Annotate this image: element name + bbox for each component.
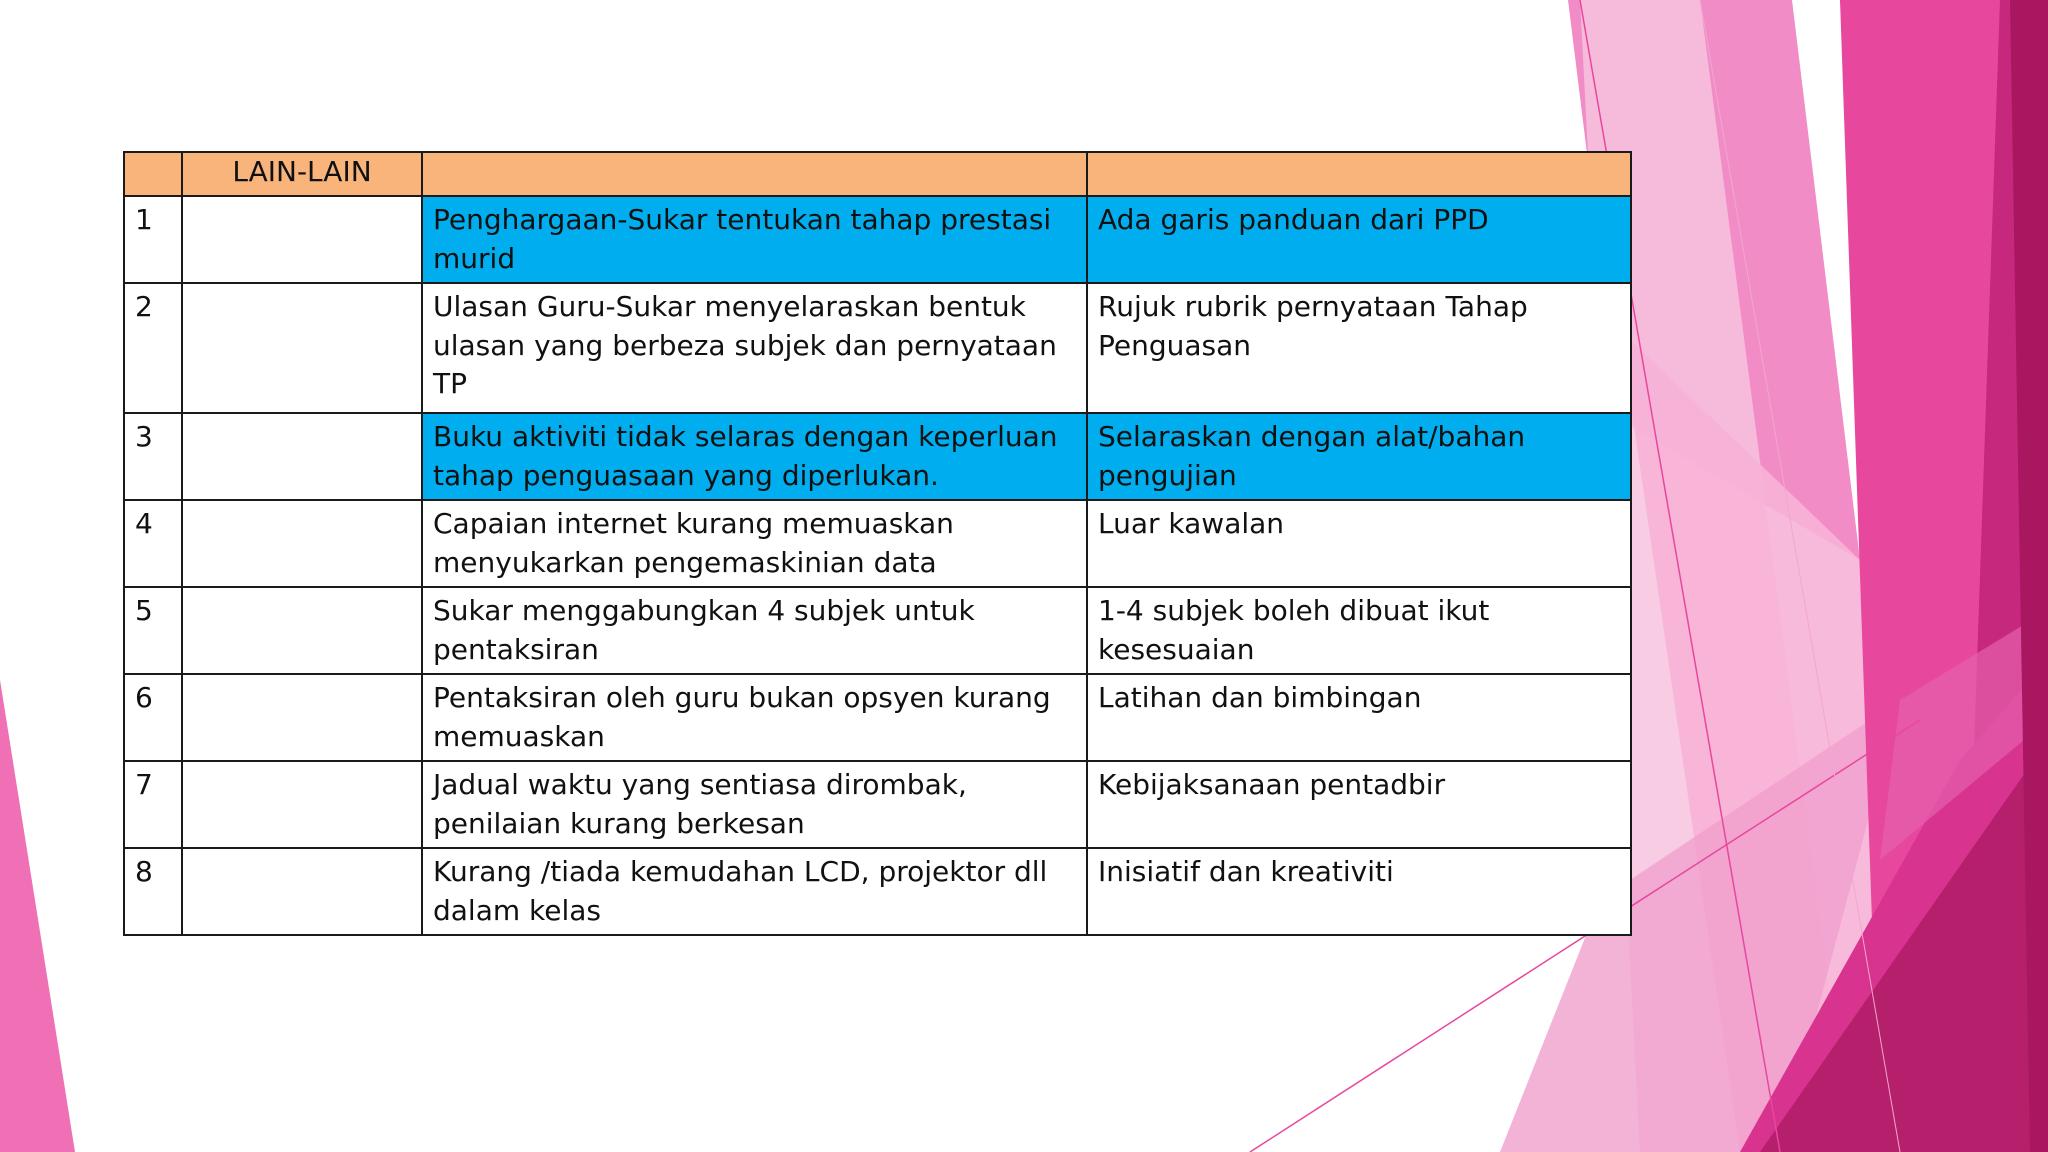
row-number-cell: 7 (124, 761, 182, 848)
header-issue-cell (422, 152, 1087, 196)
row-solution-cell: Ada garis panduan dari PPD (1087, 196, 1631, 283)
row-solution-cell: Latihan dan bimbingan (1087, 674, 1631, 761)
row-category-cell (182, 500, 422, 587)
table-row (124, 196, 1631, 283)
header-no-cell (124, 152, 182, 196)
row-category-cell (182, 674, 422, 761)
row-issue-cell: Capaian internet kurang memuaskan menyukarkan pengemaskinian data (422, 500, 1087, 587)
row-issue-cell: Sukar menggabungkan 4 subjek untuk pentaksiran (422, 587, 1087, 674)
table-header-row (124, 152, 1631, 196)
row-number-cell: 5 (124, 587, 182, 674)
row-issue-cell: Buku aktiviti tidak selaras dengan keperluan tahap penguasaan yang diperlukan. (422, 413, 1087, 500)
row-category-cell (182, 196, 422, 283)
row-category-cell (182, 413, 422, 500)
decor-facet (0, 680, 75, 1152)
header-solution-cell (1087, 152, 1631, 196)
row-issue-cell: Ulasan Guru-Sukar menyelaraskan bentuk ulasan yang berbeza subjek dan pernyataan TP (422, 283, 1087, 413)
table-row (124, 283, 1631, 413)
row-solution-cell: Kebijaksanaan pentadbir (1087, 761, 1631, 848)
row-issue-cell: Pentaksiran oleh guru bukan opsyen kurang memuaskan (422, 674, 1087, 761)
row-category-cell (182, 283, 422, 413)
row-issue-cell: Jadual waktu yang sentiasa dirombak, penilaian kurang berkesan (422, 761, 1087, 848)
row-solution-cell: 1-4 subjek boleh dibuat ikut kesesuaian (1087, 587, 1631, 674)
issues-table (123, 151, 1632, 936)
row-solution-cell: Selaraskan dengan alat/bahan pengujian (1087, 413, 1631, 500)
row-category-cell (182, 587, 422, 674)
header-category-cell: LAIN-LAIN (182, 152, 422, 196)
table-row (124, 761, 1631, 848)
row-number-cell: 2 (124, 283, 182, 413)
row-number-cell: 8 (124, 848, 182, 935)
table-row (124, 674, 1631, 761)
row-solution-cell: Luar kawalan (1087, 500, 1631, 587)
table-row (124, 587, 1631, 674)
row-solution-cell: Inisiatif dan kreativiti (1087, 848, 1631, 935)
row-category-cell (182, 848, 422, 935)
table-row (124, 848, 1631, 935)
row-issue-cell: Penghargaan-Sukar tentukan tahap prestasi murid (422, 196, 1087, 283)
row-number-cell: 4 (124, 500, 182, 587)
row-solution-cell: Rujuk rubrik pernyataan Tahap Penguasan (1087, 283, 1631, 413)
row-category-cell (182, 761, 422, 848)
row-number-cell: 3 (124, 413, 182, 500)
table-row (124, 413, 1631, 500)
row-number-cell: 1 (124, 196, 182, 283)
row-issue-cell: Kurang /tiada kemudahan LCD, projektor dll dalam kelas (422, 848, 1087, 935)
table-row (124, 500, 1631, 587)
row-number-cell: 6 (124, 674, 182, 761)
